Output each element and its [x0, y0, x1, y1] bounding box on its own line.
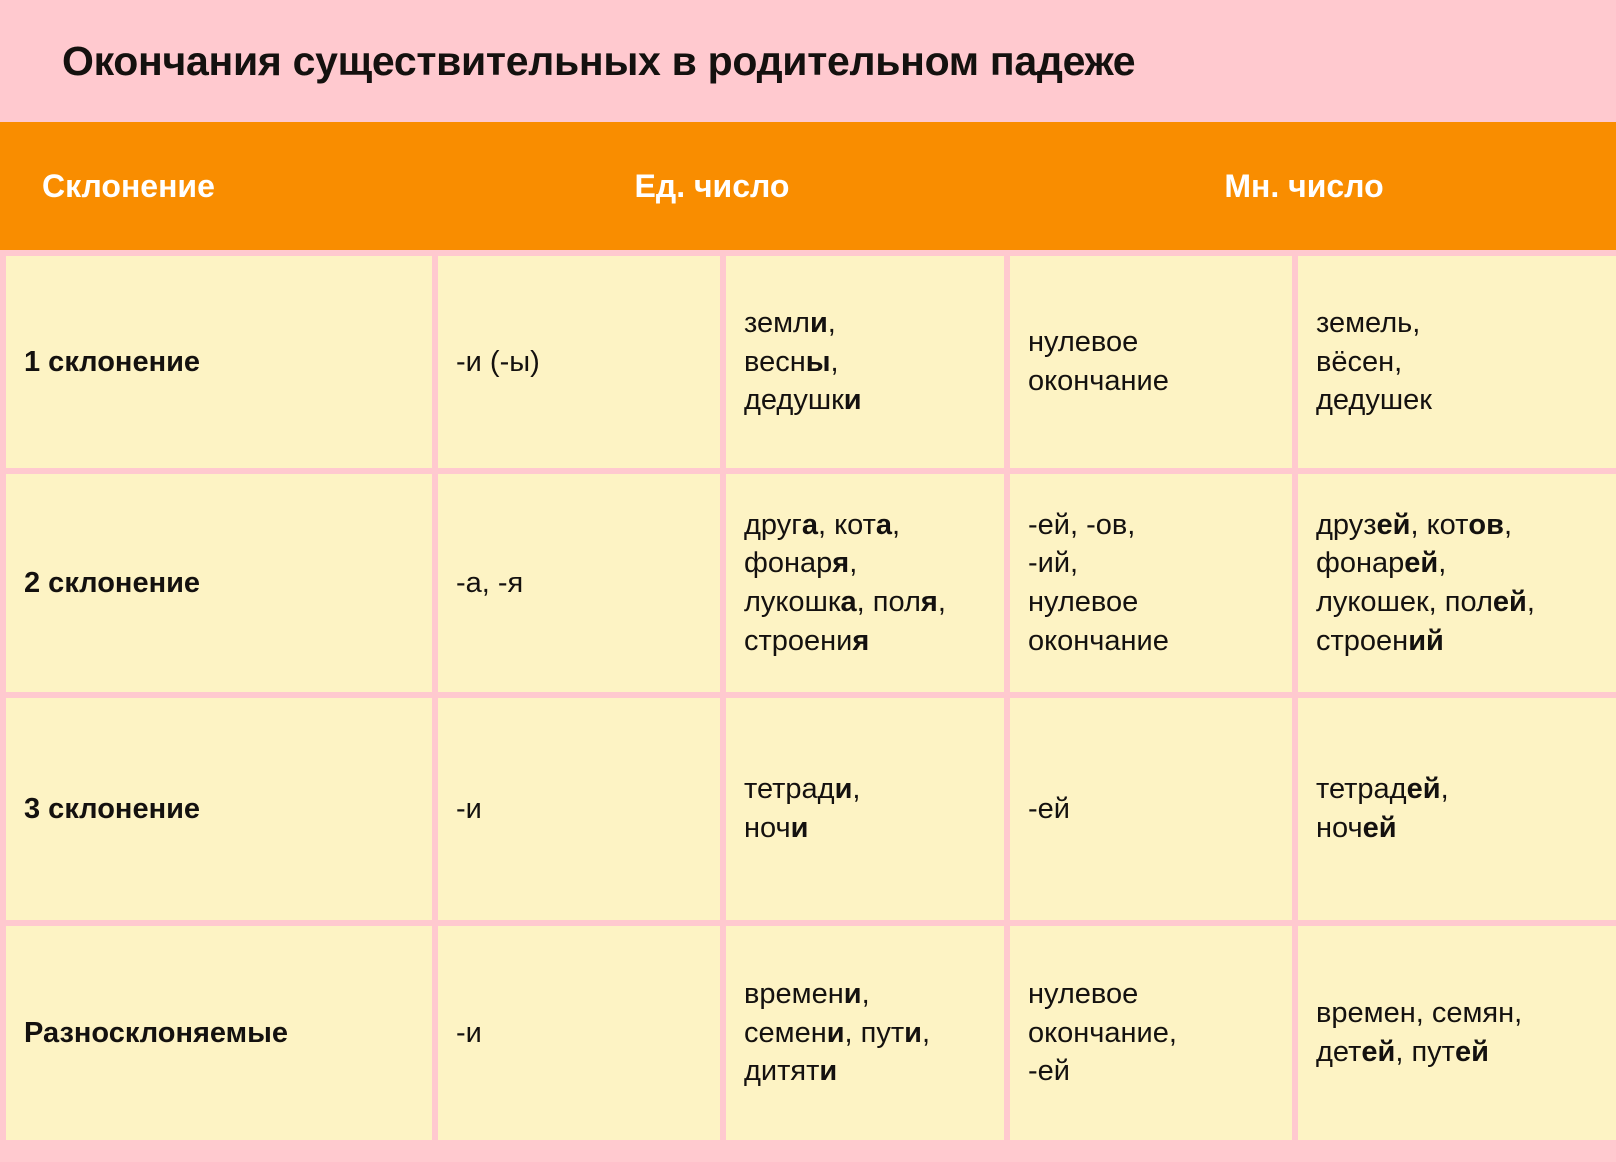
cell-declension: 2 склонение — [6, 474, 432, 692]
cell-plural-ending: -ей — [1010, 698, 1292, 920]
endings-table — [0, 250, 1616, 1146]
cell-singular-examples: тетради, ночи — [726, 698, 1004, 920]
cell-singular-examples: земли, весны, дедушки — [726, 256, 1004, 468]
column-header-singular: Ед. число — [634, 167, 790, 204]
cell-singular-ending: -и — [438, 926, 720, 1140]
cell-declension: 1 склонение — [6, 256, 432, 468]
cell-plural-examples: друзей, котов, фонарей, лукошек, полей, строений — [1298, 474, 1616, 692]
table-row — [6, 256, 1616, 468]
table-header-row — [0, 122, 1616, 250]
table-row — [6, 698, 1616, 920]
table-row — [6, 474, 1616, 692]
cell-plural-examples: тетрадей, ночей — [1298, 698, 1616, 920]
table-row — [6, 926, 1616, 1140]
cell-plural-ending: нулевое окончание — [1010, 256, 1292, 468]
column-header-plural: Мн. число — [1224, 167, 1384, 204]
cell-declension: 3 склонение — [6, 698, 432, 920]
cell-plural-examples: времен, семян, детей, путей — [1298, 926, 1616, 1140]
cell-singular-examples: времени, семени, пути, дитяти — [726, 926, 1004, 1140]
cell-plural-ending: нулевое окончание, -ей — [1010, 926, 1292, 1140]
cell-singular-ending: -и (-ы) — [438, 256, 720, 468]
title-bar — [0, 0, 1616, 122]
cell-singular-ending: -и — [438, 698, 720, 920]
column-header-declension: Склонение — [42, 167, 215, 204]
cell-plural-examples: земель, вёсен, дедушек — [1298, 256, 1616, 468]
page-title: Окончания существительных в родительном падеже — [62, 37, 1136, 84]
cell-singular-examples: друга, кота, фонаря, лукошка, поля, строения — [726, 474, 1004, 692]
cell-plural-ending: -ей, -ов, -ий, нулевое окончание — [1010, 474, 1292, 692]
cell-declension: Разносклоняемые — [6, 926, 432, 1140]
cell-singular-ending: -а, -я — [438, 474, 720, 692]
